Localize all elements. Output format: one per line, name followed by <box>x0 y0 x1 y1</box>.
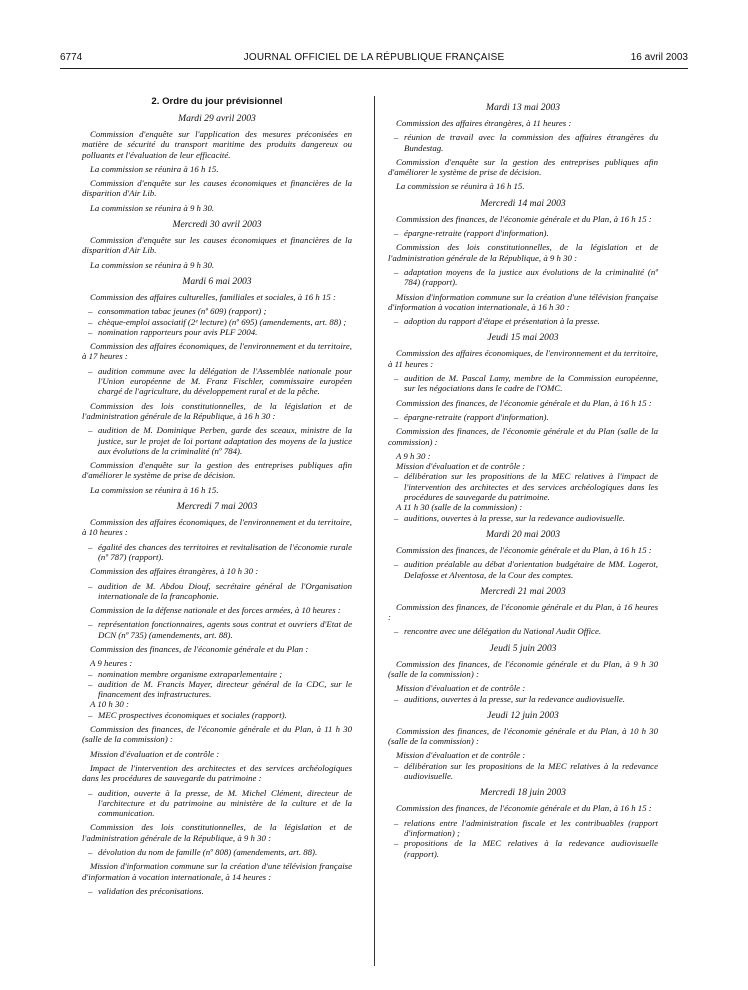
day-heading: Mercredi 18 juin 2003 <box>480 787 566 799</box>
agenda-paragraph: Commission des lois constitutionnelles, de la législation et de l'administration générale de la République, à 16 h 30 : <box>82 400 352 421</box>
agenda-paragraph: Commission des affaires étrangères, à 11 heures : <box>396 118 572 128</box>
agenda-item: – audition de M. Dominique Perben, garde des sceaux, ministre de la justice, sur le projet de loi portant adaptation des moyens de la justice aux évolutions de la criminalité (nº 784). <box>82 425 352 456</box>
day-heading: Jeudi 12 juin 2003 <box>487 709 559 721</box>
agenda-item: – délibération sur les propositions de la MEC relatives à l'impact de l'intervention des architectes et des services archéologiques dans les procédures de sauvegarde du patrimoine. <box>388 471 658 502</box>
agenda-item: – auditions, ouvertes à la presse, sur la redevance audiovisuelle. <box>388 513 658 523</box>
left-column <box>82 96 352 896</box>
page-header <box>60 52 688 68</box>
agenda-item: – nomination membre organisme extraparlementaire ; <box>82 669 352 679</box>
agenda-paragraph: La commission se réunira à 9 h 30. <box>90 259 215 270</box>
agenda-item: – audition de M. Francis Mayer, directeur général de la CDC, sur le financement des infrastructures. <box>82 679 352 700</box>
agenda-item: – auditions, ouvertes à la presse, sur la redevance audiovisuelle. <box>388 694 658 704</box>
agenda-item: – audition de M. Abdou Diouf, secrétaire général de l'Organisation internationale de la francophonie. <box>82 581 352 602</box>
day-heading: Mardi 29 avril 2003 <box>178 113 256 124</box>
day-heading: Mercredi 21 mai 2003 <box>480 585 566 597</box>
issue-date: 16 avril 2003 <box>630 52 688 63</box>
agenda-subheading: Mission d'évaluation et de contrôle : <box>396 750 526 761</box>
agenda-paragraph: Commission d'enquête sur la gestion des entreprises publiques afin d'améliorer le système de prise de décision. <box>388 156 658 178</box>
agenda-paragraph: Commission d'enquête sur l'application des mesures préconisées en matière de sécurité du transport maritime des produits dangereux ou polluants et l'évaluation de leur efficacité. <box>82 129 352 160</box>
agenda-paragraph: Mission d'information commune sur la création d'une télévision française d'information à vocation internationale, à 14 heures : <box>82 861 352 882</box>
agenda-item: – audition préalable au débat d'orientation budgétaire de MM. Logerot, Delafosse et Alventosa, de la Cour des comptes. <box>388 559 658 580</box>
day-heading: Jeudi 15 mai 2003 <box>487 332 559 344</box>
agenda-item: – consommation tabac jeunes (nº 609) (rapport) ; <box>82 306 352 316</box>
agenda-paragraph: Commission des finances, de l'économie générale et du Plan, à 9 h 30 (salle de la commission) : <box>388 658 658 679</box>
agenda-item: – audition, ouverte à la presse, de M. Michel Clément, directeur de l'architecture et du patrimoine au ministère de la culture et de la communication. <box>82 788 352 819</box>
agenda-item: – dévolution du nom de famille (nº 808) (amendements, art. 88). <box>82 847 352 857</box>
agenda-item: – nomination rapporteurs pour avis PLF 2004. <box>82 327 352 337</box>
agenda-paragraph: Commission des finances, de l'économie générale et du Plan, à 11 h 30 (salle de la commission) : <box>82 724 352 745</box>
agenda-subheading: A 10 h 30 : <box>90 699 129 710</box>
day-heading: Mardi 20 mai 2003 <box>486 528 560 540</box>
agenda-paragraph: Commission des lois constitutionnelles, de la législation et de l'administration générale de la République, à 9 h 30 : <box>82 822 352 843</box>
agenda-paragraph: Commission de la défense nationale et des forces armées, à 10 heures : <box>90 605 341 616</box>
agenda-paragraph: Commission des affaires étrangères, à 10 h 30 : <box>90 566 259 577</box>
journal-title: JOURNAL OFFICIEL DE LA RÉPUBLIQUE FRANÇAISE <box>243 52 505 63</box>
agenda-item: – adoption du rapport d'étape et présentation à la presse. <box>388 316 658 326</box>
page-number: 6774 <box>60 52 83 63</box>
agenda-item: – rencontre avec une délégation du National Audit Office. <box>388 626 658 636</box>
agenda-item: – chèque-emploi associatif (2ᵉ lecture) (nº 695) (amendements, art. 88) ; <box>82 317 352 327</box>
right-column <box>388 96 658 859</box>
agenda-paragraph: La commission se réunira à 16 h 15. <box>396 181 525 192</box>
agenda-paragraph: Commission des lois constitutionnelles, de la législation et de l'administration générale de la République, à 9 h 30 : <box>388 242 658 263</box>
agenda-item: – épargne-retraite (rapport d'information). <box>388 228 658 238</box>
agenda-item: – audition de M. Pascal Lamy, membre de la Commission européenne, sur les négociations dans le cadre de l'OMC. <box>388 373 658 394</box>
agenda-paragraph: Mission d'information commune sur la création d'une télévision française d'information à vocation internationale, à 16 h 30 : <box>388 291 658 312</box>
agenda-item: – audition commune avec la délégation de l'Assemblée nationale pour l'Union européenne de M. Franz Fischler, commissaire européen chargé de l'agriculture, du développement rural et de la pêche. <box>82 366 352 397</box>
agenda-paragraph: Commission des affaires culturelles, familiales et sociales, à 16 h 15 : <box>90 291 336 302</box>
agenda-paragraph: La commission se réunira à 9 h 30. <box>90 202 215 213</box>
agenda-paragraph: Commission des affaires économiques, de l'environnement et du territoire, à 10 heures : <box>82 517 352 538</box>
agenda-subheading: A 11 h 30 (salle de la commission) : <box>396 502 523 513</box>
agenda-subheading: Mission d'évaluation et de contrôle : <box>396 683 526 694</box>
agenda-subheading: Mission d'évaluation et de contrôle : <box>90 748 220 759</box>
agenda-paragraph: Impact de l'intervention des architectes et des services archéologiques dans les procédures de sauvegarde du patrimoine : <box>82 762 352 784</box>
agenda-paragraph: Commission des finances, de l'économie générale et du Plan, à 16 h 15 : <box>396 213 652 224</box>
agenda-paragraph: Commission d'enquête sur les causes économiques et financières de la disparition d'Air Lib. <box>82 178 352 199</box>
agenda-paragraph: La commission se réunira à 16 h 15. <box>90 484 219 495</box>
agenda-paragraph: Commission des finances, de l'économie générale et du Plan (salle de la commission) : <box>388 426 658 447</box>
agenda-item: – adaptation moyens de la justice aux évolutions de la criminalité (nº 784) (rapport). <box>388 267 658 288</box>
agenda-item: – délibération sur les propositions de la MEC relatives à la redevance audiovisuelle. <box>388 761 658 782</box>
agenda-paragraph: Commission des finances, de l'économie générale et du Plan, à 16 h 15 : <box>396 397 652 408</box>
agenda-item: – épargne-retraite (rapport d'information). <box>388 412 658 422</box>
agenda-paragraph: Commission des finances, de l'économie générale et du Plan, à 16 h 15 : <box>396 544 652 555</box>
agenda-paragraph: Commission d'enquête sur les causes économiques et financières de la disparition d'Air Lib. <box>82 235 352 256</box>
day-heading: Jeudi 5 juin 2003 <box>489 642 557 654</box>
agenda-paragraph: Commission des finances, de l'économie générale et du Plan, à 10 h 30 (salle de la commission) : <box>388 725 658 747</box>
agenda-paragraph: Commission des affaires économiques, de l'environnement et du territoire, à 11 heures : <box>388 348 658 369</box>
day-heading: Mardi 6 mai 2003 <box>182 275 252 287</box>
agenda-item: – validation des préconisations. <box>82 886 352 896</box>
agenda-paragraph: Commission d'enquête sur la gestion des entreprises publiques afin d'améliorer le système de prise de décision. <box>82 460 352 481</box>
agenda-item: – propositions de la MEC relatives à la redevance audiovisuelle (rapport). <box>388 838 658 859</box>
agenda-item: – relations entre l'administration fiscale et les contribuables (rapport d'information) ; <box>388 818 658 839</box>
agenda-item: – représentation fonctionnaires, agents sous contrat et ouvriers d'Etat de DCN (nº 735) (amendements, art. 88). <box>82 619 352 640</box>
day-heading: Mercredi 14 mai 2003 <box>480 197 566 209</box>
agenda-paragraph: Commission des finances, de l'économie générale et du Plan, à 16 heures : <box>388 601 658 623</box>
header-rule <box>60 68 688 69</box>
column-divider <box>374 96 375 966</box>
agenda-paragraph: La commission se réunira à 16 h 15. <box>90 163 219 174</box>
day-heading: Mercredi 30 avril 2003 <box>172 219 262 231</box>
agenda-item: – MEC prospectives économiques et sociales (rapport). <box>82 710 352 720</box>
agenda-paragraph: Commission des finances, de l'économie générale et du Plan, à 16 h 15 : <box>396 803 652 814</box>
agenda-subheading: A 9 heures : <box>90 658 133 669</box>
agenda-paragraph: Commission des finances, de l'économie générale et du Plan : <box>90 643 309 654</box>
agenda-item: – réunion de travail avec la commission des affaires étrangères du Bundestag. <box>388 132 658 153</box>
day-heading: Mardi 13 mai 2003 <box>486 102 560 113</box>
agenda-item: – égalité des chances des territoires et revitalisation de l'économie rurale (nº 787) (rapport). <box>82 542 352 563</box>
day-heading: Mercredi 7 mai 2003 <box>176 501 258 513</box>
agenda-subheading: A 9 h 30 : <box>396 450 431 461</box>
section-title: 2. Ordre du jour prévisionnel <box>151 96 283 107</box>
agenda-paragraph: Commission des affaires économiques, de l'environnement et du territoire, à 17 heures : <box>82 341 352 362</box>
agenda-subheading: Mission d'évaluation et de contrôle : <box>396 461 526 472</box>
